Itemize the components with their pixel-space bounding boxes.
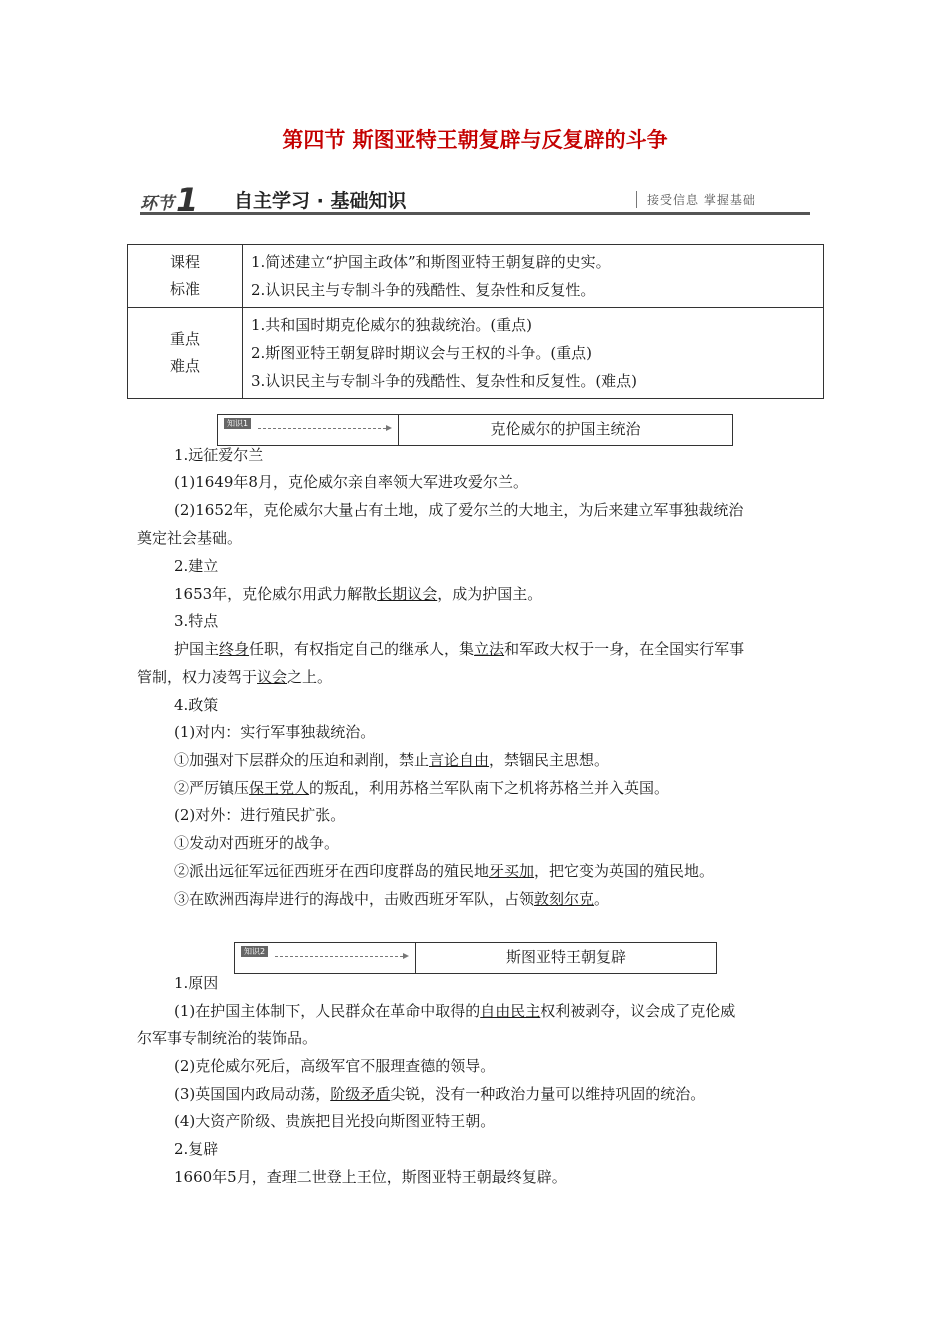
paragraph: ①加强对下层群众的压迫和剥削，禁止言论自由，禁锢民主思想。 (174, 751, 610, 769)
knowledge-header-1 (217, 414, 733, 446)
heading: 1.远征爱尔兰 (174, 446, 264, 464)
heading: 3.特点 (174, 612, 219, 630)
section-tag: 接受信息 掌握基础 (636, 191, 756, 208)
paragraph: (4)大资产阶级、贵族把目光投向斯图亚特王朝。 (174, 1112, 496, 1130)
knowledge-tag-1: 知识1 (224, 418, 251, 429)
list-item: 2.认识民主与专制斗争的残酷性、复杂性和反复性。 (251, 281, 596, 299)
knowledge-tag-2: 知识2 (241, 946, 268, 957)
standards-label-curriculum: 课程 标准 (128, 245, 243, 308)
heading: 4.政策 (174, 696, 219, 714)
paragraph: 1653年，克伦威尔用武力解散长期议会，成为护国主。 (174, 585, 543, 603)
paragraph: 1660年5月，查理二世登上王位，斯图亚特王朝最终复辟。 (174, 1168, 567, 1186)
heading: 2.建立 (174, 557, 219, 575)
paragraph: (3)英国国内政局动荡，阶级矛盾尖锐，没有一种政治力量可以维持巩固的统治。 (174, 1085, 706, 1103)
heading: 1.原因 (174, 974, 219, 992)
knowledge-title-2: 斯图亚特王朝复辟 (505, 948, 626, 966)
heading: 2.复辟 (174, 1140, 219, 1158)
paragraph: 管制，权力凌驾于议会之上。 (137, 668, 333, 686)
paragraph: (1)对内：实行军事独裁统治。 (174, 723, 376, 741)
knowledge-title-1: 克伦威尔的护国主统治 (490, 420, 641, 438)
knowledge-header-2 (234, 942, 717, 974)
paragraph: ②严厉镇压保王党人的叛乱，利用苏格兰军队南下之机将苏格兰并入英国。 (174, 779, 670, 797)
standards-table (127, 244, 824, 399)
list-item: 1.简述建立“护国主政体”和斯图亚特王朝复辟的史实。 (251, 253, 611, 271)
paragraph: (1)1649年8月，克伦威尔亲自率领大军进攻爱尔兰。 (174, 473, 528, 491)
section-badge-number: 1 (176, 181, 199, 219)
arrow-icon (275, 956, 403, 957)
paragraph: (2)克伦威尔死后，高级军官不服理查德的领导。 (174, 1057, 496, 1075)
paragraph: (2)1652年，克伦威尔大量占有土地，成了爱尔兰的大地主，为后来建立军事独裁统治 (174, 501, 744, 519)
list-item: 1.共和国时期克伦威尔的独裁统治。(重点) (251, 316, 533, 334)
page-title: 第四节 斯图亚特王朝复辟与反复辟的斗争 (282, 128, 668, 152)
standards-row-keypoints (128, 308, 824, 399)
paragraph: 奠定社会基础。 (137, 529, 243, 547)
paragraph: (1)在护国主体制下，人民群众在革命中取得的自由民主权利被剥夺，议会成了克伦威 (174, 1002, 736, 1020)
list-item: 3.认识民主与专制斗争的残酷性、复杂性和反复性。(难点) (251, 372, 638, 390)
arrow-icon (258, 428, 386, 429)
paragraph: ③在欧洲西海岸进行的海战中，击败西班牙军队，占领敦刻尔克。 (174, 890, 610, 908)
paragraph: ①发动对西班牙的战争。 (174, 834, 340, 852)
list-item: 2.斯图亚特王朝复辟时期议会与王权的斗争。(重点) (251, 344, 593, 362)
section-name: 自主学习 · 基础知识 (234, 190, 407, 212)
section-badge-label: 环节 (140, 194, 174, 214)
paragraph: 尔军事专制统治的装饰品。 (137, 1029, 318, 1047)
paragraph: (2)对外：进行殖民扩张。 (174, 806, 346, 824)
standards-label-keypoints: 重点 难点 (128, 308, 243, 399)
paragraph: 护国主终身任职，有权指定自己的继承人，集立法和军政大权于一身，在全国实行军事 (174, 640, 745, 658)
standards-content-curriculum (243, 245, 824, 308)
section-badge (140, 181, 199, 219)
standards-content-keypoints (243, 308, 824, 399)
paragraph: ②派出远征军远征西班牙在西印度群岛的殖民地牙买加，把它变为英国的殖民地。 (174, 862, 715, 880)
standards-row-curriculum (128, 245, 824, 308)
